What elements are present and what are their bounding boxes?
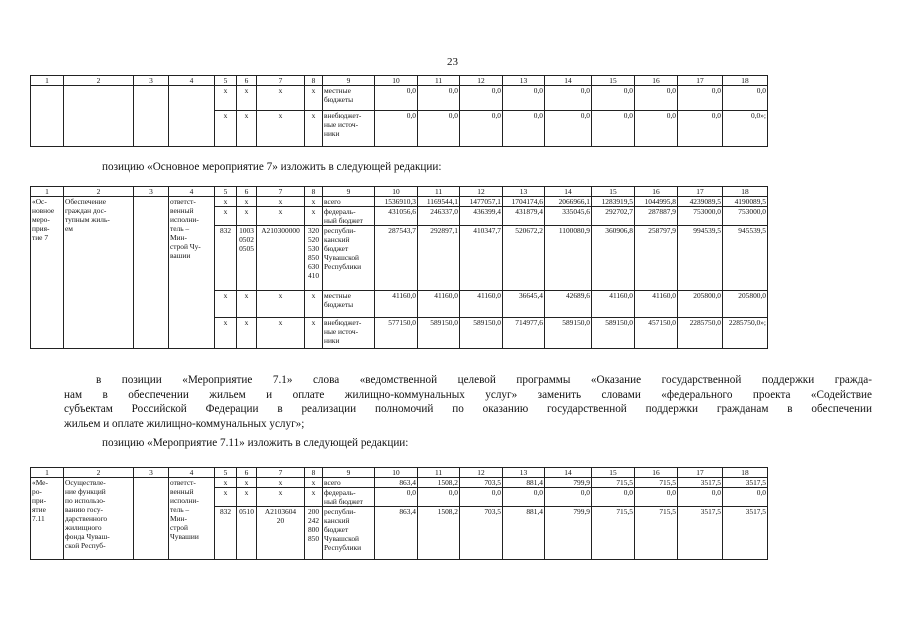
column-number: 15: [592, 76, 635, 86]
section-cell: x: [237, 111, 257, 147]
table-continuation: [30, 75, 768, 147]
value-cell: 1508,2: [418, 478, 460, 488]
grbs-cell: x: [215, 488, 237, 507]
instruction-event-7-11: [102, 436, 872, 451]
column-number: 12: [460, 187, 503, 197]
expense-type-cell: x: [305, 111, 323, 147]
value-cell: 410347,7: [460, 226, 503, 291]
value-cell: 0,0: [418, 86, 460, 111]
value-cell: 703,5: [460, 507, 503, 560]
column-number: 14: [545, 76, 592, 86]
event-name-cell: [64, 86, 134, 147]
funding-source-cell: всего: [323, 478, 375, 488]
target-article-cell: x: [257, 478, 305, 488]
value-cell: 0,0: [723, 86, 768, 111]
column-number: 10: [375, 76, 418, 86]
section-cell: x: [237, 197, 257, 207]
value-cell: 0,0»;: [723, 111, 768, 147]
value-cell: 589150,0: [545, 318, 592, 349]
value-cell: 945539,5: [723, 226, 768, 291]
value-cell: 3517,5: [678, 478, 723, 488]
value-cell: 994539,5: [678, 226, 723, 291]
instruction-event-7-1: [64, 373, 872, 431]
funding-source-cell: федераль- ный бюджет: [323, 488, 375, 507]
value-cell: 0,0: [635, 111, 678, 147]
value-cell: 0,0: [678, 488, 723, 507]
grbs-cell: x: [215, 197, 237, 207]
column-number: 2: [64, 468, 134, 478]
value-cell: 0,0: [418, 488, 460, 507]
funding-source-cell: внебюджет- ные источ- ники: [323, 111, 375, 147]
value-cell: 589150,0: [418, 318, 460, 349]
column-number: 9: [323, 187, 375, 197]
target-article-cell: x: [257, 291, 305, 318]
expense-type-cell: x: [305, 488, 323, 507]
expense-type-cell: x: [305, 478, 323, 488]
responsible-cell: ответст- венный исполни- тель – Мин- строй Чу- вашии: [169, 197, 215, 349]
value-cell: 41160,0: [375, 291, 418, 318]
target-article-cell: A2103604 20: [257, 507, 305, 560]
page-number: 23: [447, 56, 458, 68]
value-cell: 292702,7: [592, 207, 635, 226]
column-number: 15: [592, 468, 635, 478]
value-cell: 0,0: [723, 488, 768, 507]
value-cell: 457150,0: [635, 318, 678, 349]
event-code-cell: [31, 86, 64, 147]
column-number: 6: [237, 76, 257, 86]
target-article-cell: x: [257, 488, 305, 507]
value-cell: 0,0: [545, 111, 592, 147]
value-cell: 0,0: [635, 488, 678, 507]
value-cell: 0,0: [545, 86, 592, 111]
table-row: [31, 86, 768, 111]
value-cell: 799,9: [545, 478, 592, 488]
funding-source-cell: местные бюджеты: [323, 86, 375, 111]
value-cell: 0,0: [592, 111, 635, 147]
value-cell: 589150,0: [592, 318, 635, 349]
column-number: 12: [460, 468, 503, 478]
column-number: 6: [237, 468, 257, 478]
grbs-cell: x: [215, 318, 237, 349]
value-cell: 715,5: [592, 478, 635, 488]
value-cell: 360906,8: [592, 226, 635, 291]
value-cell: 863,4: [375, 478, 418, 488]
column-number: 17: [678, 187, 723, 197]
empty-cell: [134, 86, 169, 147]
value-cell: 3517,5: [678, 507, 723, 560]
column-number: 10: [375, 468, 418, 478]
value-cell: 1704174,6: [503, 197, 545, 207]
table-row: [31, 478, 768, 488]
value-cell: 0,0: [375, 86, 418, 111]
value-cell: 292897,1: [418, 226, 460, 291]
funding-source-cell: федераль- ный бюджет: [323, 207, 375, 226]
instruction-text: позицию «Основное мероприятие 7» изложить в следующей редакции:: [102, 161, 442, 173]
value-cell: 246337,0: [418, 207, 460, 226]
value-cell: 4239089,5: [678, 197, 723, 207]
expense-type-cell: x: [305, 207, 323, 226]
column-number: 14: [545, 468, 592, 478]
value-cell: 431879,4: [503, 207, 545, 226]
column-number: 13: [503, 468, 545, 478]
value-cell: 1169544,1: [418, 197, 460, 207]
target-article-cell: x: [257, 318, 305, 349]
value-cell: 0,0: [503, 488, 545, 507]
column-number: 5: [215, 76, 237, 86]
value-cell: 881,4: [503, 478, 545, 488]
value-cell: 0,0: [375, 111, 418, 147]
value-cell: 577150,0: [375, 318, 418, 349]
value-cell: 0,0: [503, 86, 545, 111]
expense-type-cell: x: [305, 318, 323, 349]
funding-source-cell: внебюджет- ные источ- ники: [323, 318, 375, 349]
column-number: 1: [31, 468, 64, 478]
column-number: 13: [503, 187, 545, 197]
expense-type-cell: 200 242 800 850: [305, 507, 323, 560]
grbs-cell: x: [215, 111, 237, 147]
value-cell: 41160,0: [460, 291, 503, 318]
column-number: 9: [323, 76, 375, 86]
value-cell: 0,0: [460, 488, 503, 507]
value-cell: 1536910,3: [375, 197, 418, 207]
value-cell: 2285750,0: [678, 318, 723, 349]
value-cell: 4190089,5: [723, 197, 768, 207]
column-number: 14: [545, 187, 592, 197]
column-number: 5: [215, 187, 237, 197]
column-number: 8: [305, 76, 323, 86]
column-number: 18: [723, 187, 768, 197]
column-number: 8: [305, 468, 323, 478]
value-cell: 0,0: [460, 111, 503, 147]
funding-source-cell: местные бюджеты: [323, 291, 375, 318]
paragraph-line: жильем и оплате жилищно-коммунальных услуг»;: [64, 417, 305, 430]
paragraph-line: в позиции «Мероприятие 7.1» слова «ведомственной целевой программы «Оказание государственной поддержки гражда-: [96, 374, 872, 386]
column-number: 4: [169, 187, 215, 197]
expense-type-cell: x: [305, 86, 323, 111]
value-cell: 881,4: [503, 507, 545, 560]
value-cell: 0,0: [678, 111, 723, 147]
event-code-cell: «Ос- новное меро- прия- тие 7: [31, 197, 64, 349]
expense-type-cell: x: [305, 291, 323, 318]
value-cell: 2066966,1: [545, 197, 592, 207]
value-cell: 753000,0: [723, 207, 768, 226]
value-cell: 0,0: [503, 111, 545, 147]
value-cell: 589150,0: [460, 318, 503, 349]
event-name-cell: Осуществле- ние функций по использо- ванию госу- дарственного жилищного фонда Чуваш- ской Респуб-: [64, 478, 134, 560]
value-cell: 431056,6: [375, 207, 418, 226]
column-number: 4: [169, 76, 215, 86]
column-number: 5: [215, 468, 237, 478]
column-number: 11: [418, 187, 460, 197]
value-cell: 0,0: [592, 488, 635, 507]
column-number: 3: [134, 468, 169, 478]
paragraph-line: нам в обеспечении жильем и оплате жилищно-коммунальных услуг» заменить словами «федерального проекта «Содействие: [64, 388, 872, 401]
target-article-cell: x: [257, 207, 305, 226]
value-cell: 0,0: [375, 488, 418, 507]
value-cell: 41160,0: [635, 291, 678, 318]
value-cell: 1283919,5: [592, 197, 635, 207]
grbs-cell: x: [215, 478, 237, 488]
value-cell: 1100080,9: [545, 226, 592, 291]
column-number-row: [31, 187, 768, 197]
value-cell: 1044995,8: [635, 197, 678, 207]
section-cell: x: [237, 86, 257, 111]
value-cell: 205800,0: [678, 291, 723, 318]
grbs-cell: x: [215, 207, 237, 226]
column-number: 10: [375, 187, 418, 197]
column-number: 18: [723, 468, 768, 478]
value-cell: 715,5: [635, 478, 678, 488]
column-number: 12: [460, 76, 503, 86]
value-cell: 41160,0: [592, 291, 635, 318]
column-number: 2: [64, 76, 134, 86]
column-number-row: [31, 76, 768, 86]
event-code-cell: «Ме- ро- при- ятие 7.11: [31, 478, 64, 560]
instruction-text: позицию «Мероприятие 7.11» изложить в следующей редакции:: [102, 437, 409, 449]
value-cell: 0,0: [545, 488, 592, 507]
column-number: 17: [678, 468, 723, 478]
section-cell: x: [237, 291, 257, 318]
section-cell: 0510: [237, 507, 257, 560]
table-event-7-11: [30, 467, 768, 560]
table-main-event-7: [30, 186, 768, 349]
column-number: 16: [635, 468, 678, 478]
target-article-cell: x: [257, 86, 305, 111]
table-row: [31, 197, 768, 207]
value-cell: 436399,4: [460, 207, 503, 226]
empty-cell: [134, 197, 169, 349]
grbs-cell: x: [215, 291, 237, 318]
column-number: 16: [635, 76, 678, 86]
section-cell: x: [237, 478, 257, 488]
value-cell: 0,0: [678, 86, 723, 111]
column-number: 6: [237, 187, 257, 197]
column-number: 2: [64, 187, 134, 197]
instruction-main-event-7: [102, 160, 872, 175]
grbs-cell: 832: [215, 226, 237, 291]
column-number: 8: [305, 187, 323, 197]
grbs-cell: x: [215, 86, 237, 111]
column-number: 3: [134, 76, 169, 86]
target-article-cell: x: [257, 197, 305, 207]
value-cell: 1508,2: [418, 507, 460, 560]
value-cell: 0,0: [460, 86, 503, 111]
value-cell: 3517,5: [723, 507, 768, 560]
column-number: 15: [592, 187, 635, 197]
value-cell: 714977,6: [503, 318, 545, 349]
value-cell: 0,0: [635, 86, 678, 111]
responsible-cell: ответст- венный исполни- тель – Мин- строй Чувашии: [169, 478, 215, 560]
value-cell: 520672,2: [503, 226, 545, 291]
column-number: 11: [418, 468, 460, 478]
column-number: 3: [134, 187, 169, 197]
value-cell: 2285750,0»;: [723, 318, 768, 349]
column-number: 1: [31, 187, 64, 197]
column-number: 9: [323, 468, 375, 478]
value-cell: 799,9: [545, 507, 592, 560]
grbs-cell: 832: [215, 507, 237, 560]
value-cell: 753000,0: [678, 207, 723, 226]
value-cell: 703,5: [460, 478, 503, 488]
column-number-row: [31, 468, 768, 478]
paragraph-line: субъектам Российской Федерации в реализации полномочий по оказанию государственной поддержки гражданам в обеспечении: [64, 403, 872, 415]
value-cell: 258797,9: [635, 226, 678, 291]
value-cell: 335045,6: [545, 207, 592, 226]
value-cell: 287887,9: [635, 207, 678, 226]
expense-type-cell: 320 520 530 850 630 410: [305, 226, 323, 291]
column-number: 16: [635, 187, 678, 197]
value-cell: 205800,0: [723, 291, 768, 318]
target-article-cell: x: [257, 111, 305, 147]
responsible-cell: [169, 86, 215, 147]
column-number: 18: [723, 76, 768, 86]
event-name-cell: Обеспечение граждан дос- тупным жиль- ем: [64, 197, 134, 349]
column-number: 1: [31, 76, 64, 86]
column-number: 4: [169, 468, 215, 478]
expense-type-cell: x: [305, 197, 323, 207]
column-number: 7: [257, 468, 305, 478]
value-cell: 41160,0: [418, 291, 460, 318]
funding-source-cell: республи- канский бюджет Чувашской Республики: [323, 226, 375, 291]
value-cell: 287543,7: [375, 226, 418, 291]
value-cell: 3517,5: [723, 478, 768, 488]
section-cell: 1003 0502 0505: [237, 226, 257, 291]
column-number: 11: [418, 76, 460, 86]
value-cell: 0,0: [592, 86, 635, 111]
empty-cell: [134, 478, 169, 560]
value-cell: 715,5: [592, 507, 635, 560]
value-cell: 1477057,1: [460, 197, 503, 207]
value-cell: 0,0: [418, 111, 460, 147]
section-cell: x: [237, 488, 257, 507]
column-number: 7: [257, 187, 305, 197]
section-cell: x: [237, 318, 257, 349]
target-article-cell: A210300000: [257, 226, 305, 291]
value-cell: 715,5: [635, 507, 678, 560]
value-cell: 42689,6: [545, 291, 592, 318]
column-number: 13: [503, 76, 545, 86]
column-number: 7: [257, 76, 305, 86]
funding-source-cell: республи- канский бюджет Чувашской Республики: [323, 507, 375, 560]
value-cell: 863,4: [375, 507, 418, 560]
section-cell: x: [237, 207, 257, 226]
column-number: 17: [678, 76, 723, 86]
value-cell: 36645,4: [503, 291, 545, 318]
funding-source-cell: всего: [323, 197, 375, 207]
